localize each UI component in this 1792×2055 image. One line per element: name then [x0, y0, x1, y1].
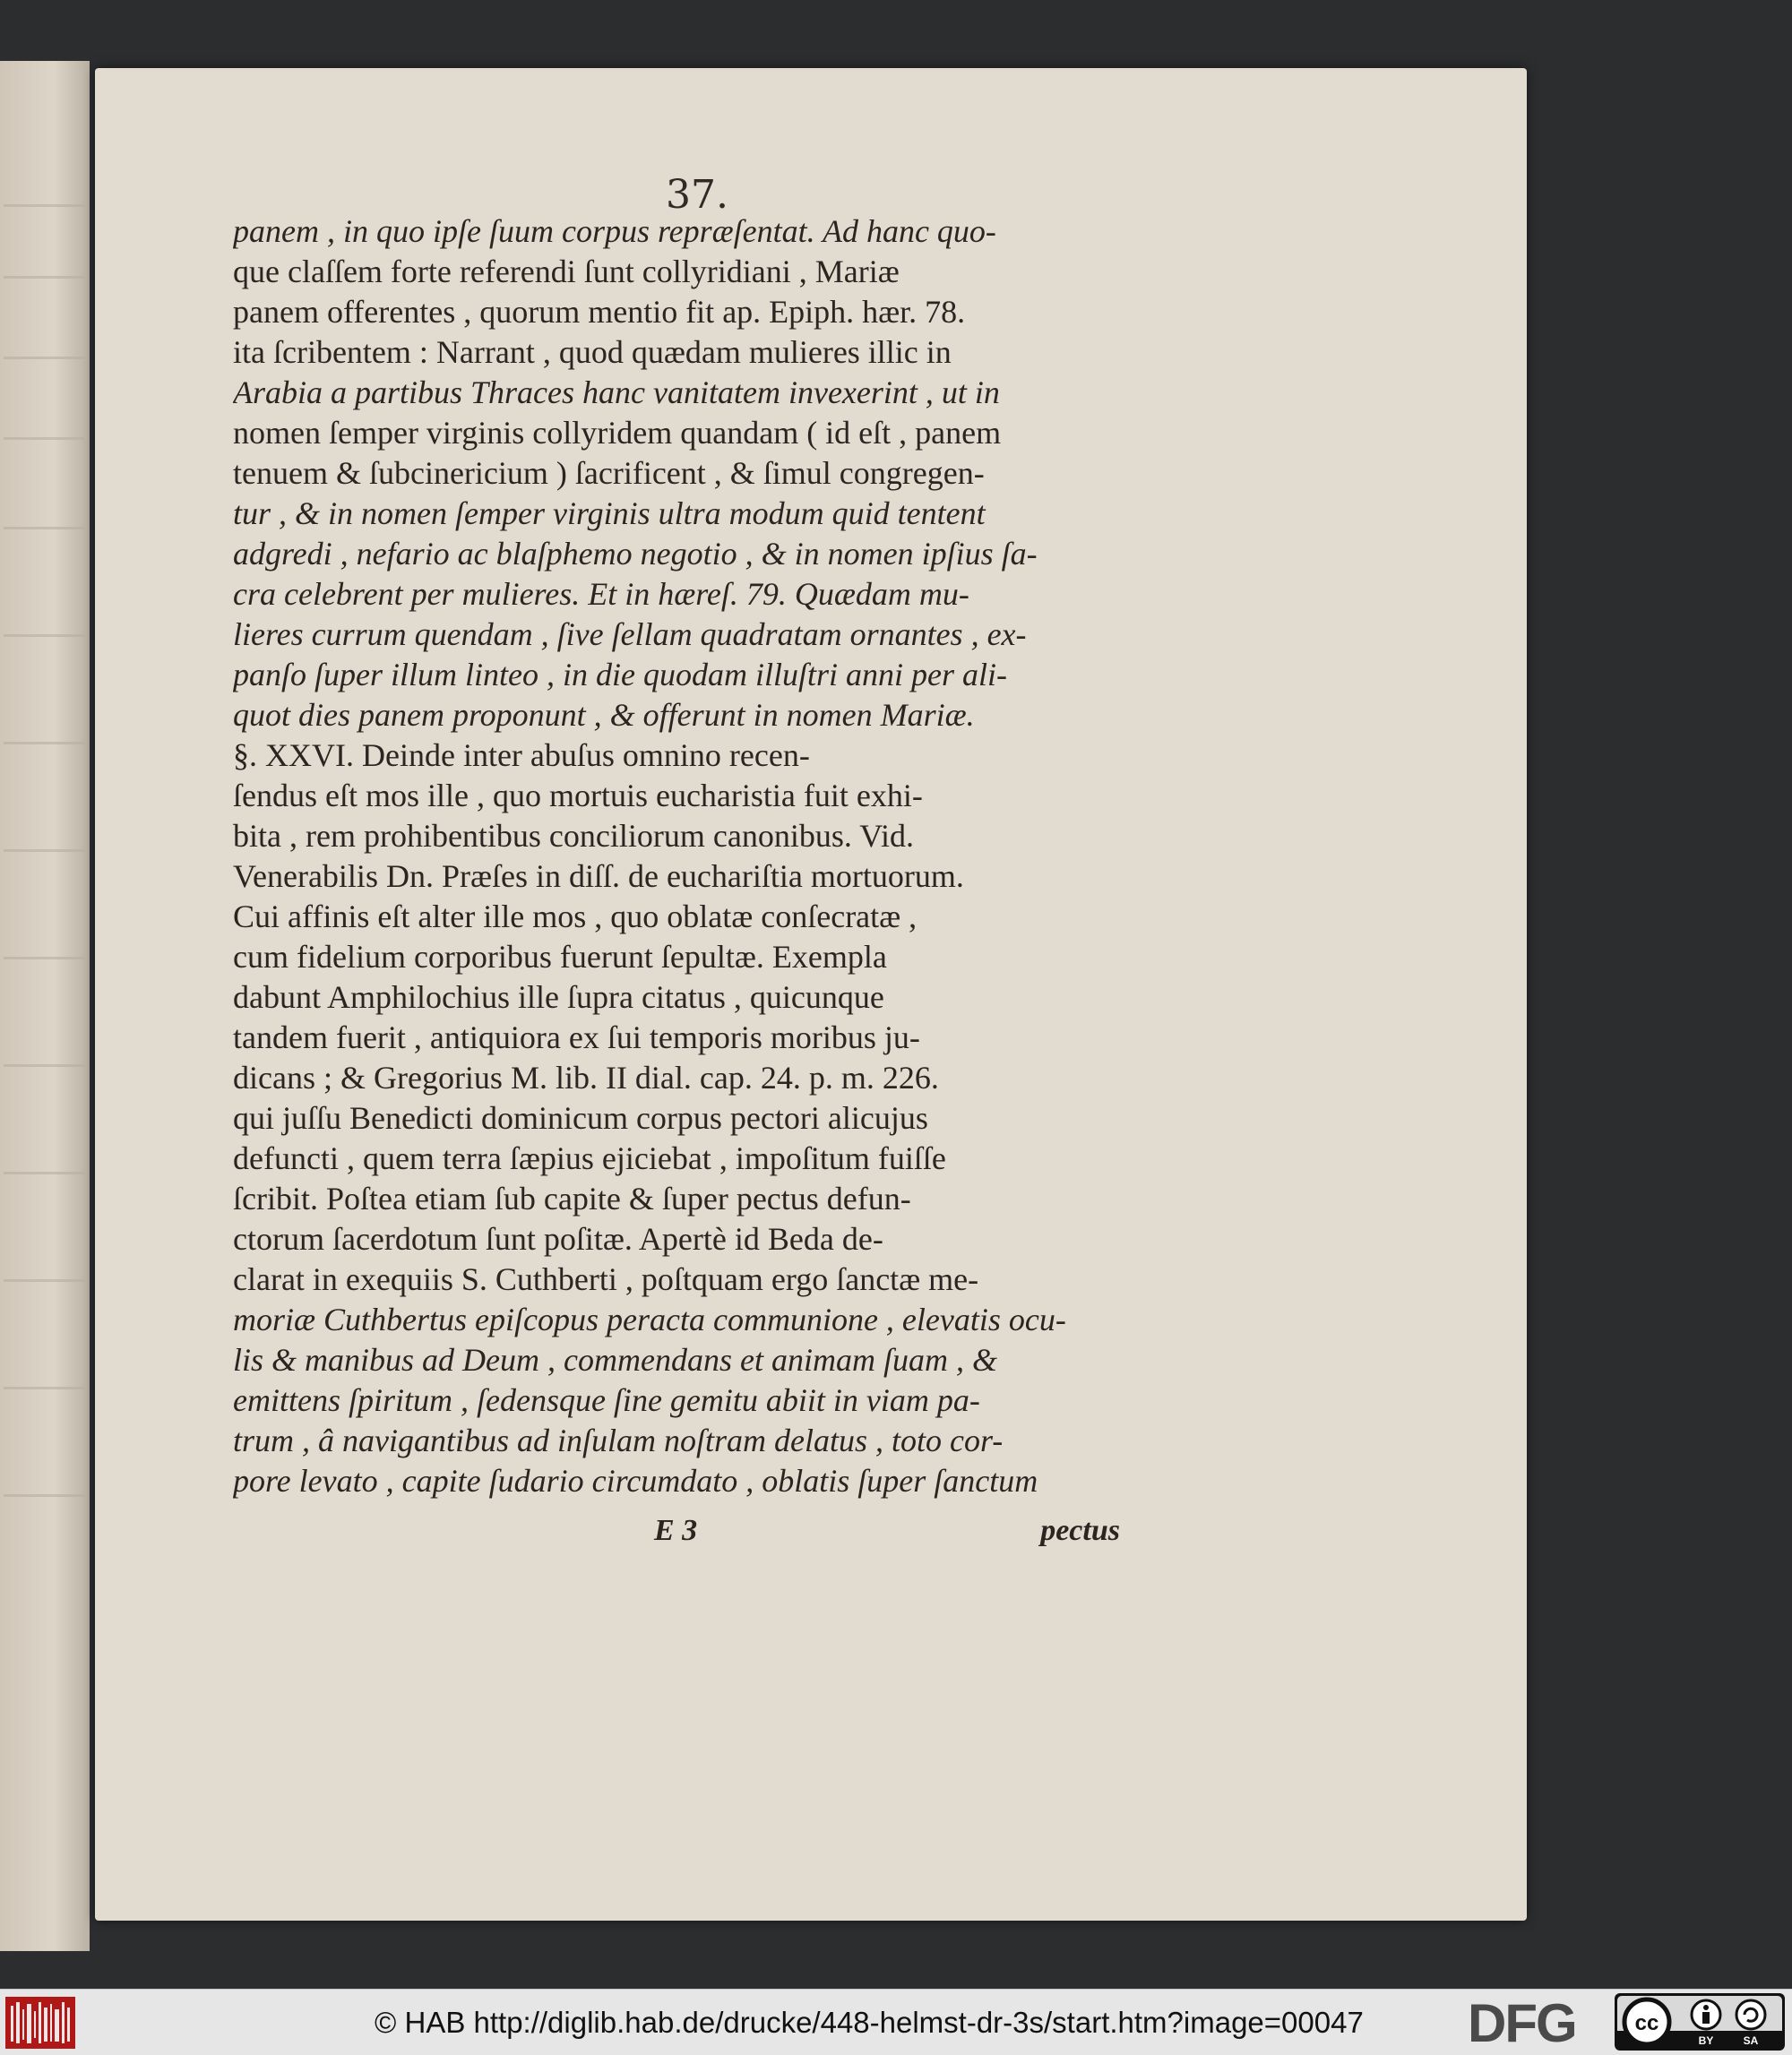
- text-line: pore levato , capite ſudario circumdato , oblatis ſuper ſanctum: [233, 1463, 1038, 1499]
- text-line: panem , in quo ipſe ſuum corpus repræſentat. Ad hanc quo-: [233, 213, 996, 249]
- text-line: quot dies panem proponunt , & offerunt in nomen Mariæ.: [233, 697, 975, 733]
- text-line: tenuem & ſubcinericium ) ſacrificent , & ſimul congregen-: [233, 455, 985, 491]
- license-sa-label: SA: [1743, 2034, 1759, 2047]
- text-line: Venerabilis Dn. Præſes in diſſ. de euchariſtia mortuorum.: [233, 858, 964, 894]
- text-line: dicans ; & Gregorius M. lib. II dial. cap. 24. p. m. 226.: [233, 1060, 939, 1096]
- text-line: nomen ſemper virginis collyridem quandam ( id eſt , panem: [233, 415, 1002, 451]
- text-line: qui juſſu Benedicti dominicum corpus pectori alicujus: [233, 1100, 928, 1136]
- text-line: Cui affinis eſt alter ille mos , quo oblatæ conſecratæ ,: [233, 899, 918, 934]
- text-line: lieres currum quendam , ſive ſellam quadratam ornantes , ex-: [233, 616, 1027, 652]
- text-line: ſendus eſt mos ille , quo mortuis eucharistia fuit exhi-: [233, 778, 923, 813]
- text-line: ſcribit. Poſtea etiam ſub capite & ſuper pectus defun-: [233, 1181, 911, 1217]
- page-footer: [233, 1514, 1129, 1559]
- text-line: bita , rem prohibentibus conciliorum canonibus. Vid.: [233, 818, 915, 854]
- text-line: Arabia a partibus Thraces hanc vanitatem invexerint , ut in: [233, 374, 1000, 410]
- text-line: emittens ſpiritum , ſedensque ſine gemitu abiit in viam pa-: [233, 1382, 980, 1418]
- text-line: panem offerentes , quorum mentio fit ap. Epiph. hær. 78.: [233, 294, 966, 330]
- dfg-logo: DFG: [1468, 1993, 1576, 2053]
- text-line: defuncti , quem terra ſæpius ejiciebat , impoſitum fuiſſe: [233, 1140, 946, 1176]
- text-line: que claſſem forte referendi ſunt collyridiani , Mariæ: [233, 254, 900, 289]
- page-text-block: [233, 211, 1138, 1501]
- viewer-footer-bar: [0, 1989, 1792, 2055]
- facing-page-edge: [0, 61, 90, 1951]
- text-line: §. XXVI. Deinde inter abuſus omnino recen-: [233, 737, 810, 773]
- text-line: ctorum ſacerdotum ſunt poſitæ. Apertè id Beda de-: [233, 1221, 883, 1257]
- text-line: ita ſcribentem : Narrant , quod quædam mulieres illic in: [233, 334, 952, 370]
- text-line: moriæ Cuthbertus epiſcopus peracta communione , elevatis ocu-: [233, 1302, 1066, 1337]
- text-line: clarat in exequiis S. Cuthberti , poſtquam ergo ſanctæ me-: [233, 1261, 979, 1297]
- page-number: 37.: [666, 172, 728, 218]
- text-line: tandem fuerit , antiquiora ex ſui temporis moribus ju-: [233, 1019, 920, 1055]
- cc-by-sa-icon: [1615, 1993, 1785, 2051]
- text-line: cum fidelium corporibus fuerunt ſepultæ. Exempla: [233, 939, 887, 975]
- signature-mark: E 3: [654, 1514, 698, 1547]
- cc-license-badge[interactable]: [1615, 1993, 1785, 2051]
- text-line: panſo ſuper illum linteo , in die quodam illuſtri anni per ali-: [233, 657, 1007, 692]
- license-by-label: BY: [1698, 2034, 1714, 2047]
- text-line: trum , â navigantibus ad inſulam noſtram delatus , toto cor-: [233, 1423, 1004, 1458]
- barcode-logo-icon: [5, 1997, 75, 2049]
- text-line: tur , & in nomen ſemper virginis ultra modum quid tentent: [233, 495, 986, 531]
- text-line: cra celebrent per mulieres. Et in hæreſ. 79. Quædam mu-: [233, 576, 969, 612]
- copyright-link[interactable]: © HAB http://diglib.hab.de/drucke/448-helmst-dr-3s/start.htm?image=00047: [375, 2006, 1364, 2039]
- text-line: dabunt Amphilochius ille ſupra citatus , quicunque: [233, 979, 884, 1015]
- catchword: pectus: [1040, 1514, 1120, 1547]
- text-line: adgredi , nefario ac blaſphemo negotio , & in nomen ipſius ſa-: [233, 536, 1038, 572]
- text-line: lis & manibus ad Deum , commendans et animam ſuam , &: [233, 1342, 997, 1378]
- svg-text:cc: cc: [1634, 2011, 1659, 2035]
